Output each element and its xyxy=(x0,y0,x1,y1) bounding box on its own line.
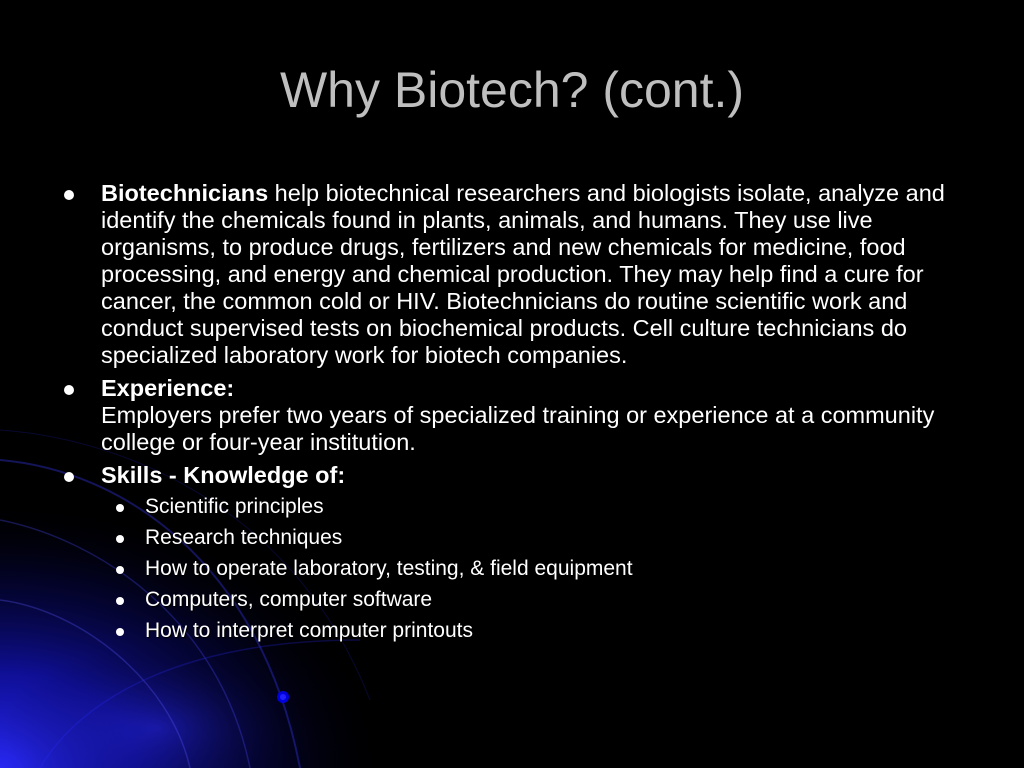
bullet-item-experience xyxy=(62,375,982,456)
bullet-dot-icon xyxy=(116,628,124,636)
bullet-dot-icon xyxy=(64,472,74,482)
bullet-list xyxy=(62,180,982,643)
sub-bullet-item xyxy=(101,588,982,612)
sub-bullet-item xyxy=(101,619,982,643)
sub-bullet-item xyxy=(101,526,982,550)
sub-bullet-text: How to interpret computer printouts xyxy=(145,619,473,642)
bullet-dot-icon xyxy=(64,385,74,395)
bullet-lead: Experience: xyxy=(101,375,235,401)
sub-bullet-text: Research techniques xyxy=(145,526,343,549)
sub-bullet-text: Scientific principles xyxy=(145,495,324,518)
sub-bullet-text: How to operate laboratory, testing, & field equipment xyxy=(145,557,633,580)
sub-bullet-list xyxy=(101,495,982,643)
bullet-dot-icon xyxy=(116,597,124,605)
sub-bullet-item xyxy=(101,495,982,519)
bullet-item-skills xyxy=(62,462,982,643)
slide-title: Why Biotech? (cont.) xyxy=(279,62,745,118)
slide-body xyxy=(62,180,982,650)
bullet-item-biotechnicians xyxy=(62,180,982,369)
bullet-lead: Biotechnicians xyxy=(101,180,269,206)
sub-bullet-text: Computers, computer software xyxy=(145,588,433,611)
bullet-dot-icon xyxy=(116,504,124,512)
bullet-dot-icon xyxy=(64,190,74,200)
sub-bullet-item xyxy=(101,557,982,581)
bullet-text: Employers prefer two years of specialized training or experience at a community college or four-year institution. xyxy=(101,402,935,455)
bullet-dot-icon xyxy=(116,566,124,574)
bullet-lead: Skills - Knowledge of: xyxy=(101,462,346,488)
bullet-text: help biotechnical researchers and biologists isolate, analyze and identify the chemicals found in plants, animals, and humans. They use live organisms, to produce drugs, fertilizers and new chemicals for medicine, food processing, and energy and chemical production. They may help find a cure for cancer, the common cold or HIV. Biotechnicians do routine scientific work and conduct supervised tests on biochemical products. Cell culture technicians do specialized laboratory work for biotech companies. xyxy=(101,180,945,368)
bullet-dot-icon xyxy=(116,535,124,543)
